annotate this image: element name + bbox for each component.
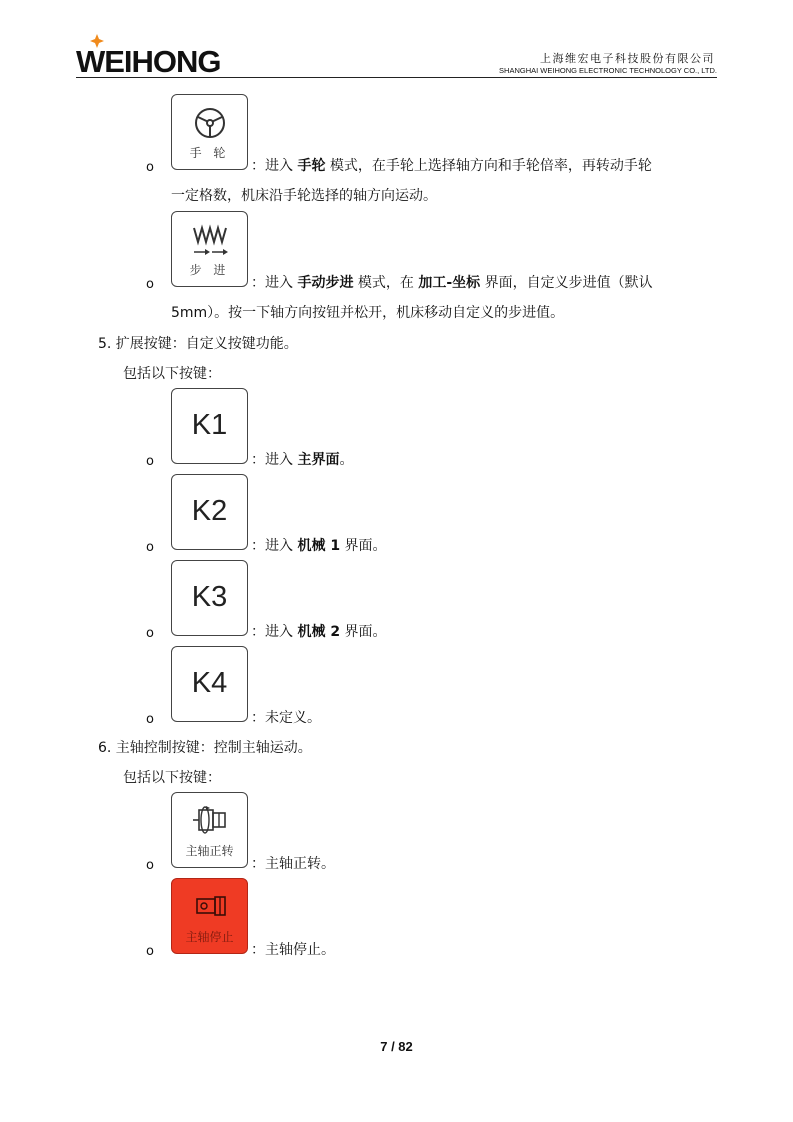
manual-step-description-cont: 5mm）。按一下轴方向按钮并松开，机床移动自定义的步进值。: [171, 305, 565, 321]
spindle-stop-key-caption: 主轴停止: [185, 930, 234, 944]
handwheel-description-cont: 一定格数，机床沿手轮选择的轴方向运动。: [171, 188, 437, 204]
header-divider: [76, 77, 717, 78]
page-number: 7 / 82: [380, 1039, 413, 1054]
section-6-heading: 6. 主轴控制按键：控制主轴运动。: [98, 740, 312, 756]
k1-description: ：进入 主界面。: [251, 452, 354, 468]
k4-key-label: K4: [191, 667, 228, 699]
company-name-en: SHANGHAI WEIHONG ELECTRONIC TECHNOLOGY CO., LTD.: [499, 66, 717, 75]
k4-description: ：未定义。: [251, 710, 321, 726]
section-5-includes: 包括以下按键：: [123, 366, 221, 382]
k3-key-label: K3: [191, 581, 228, 613]
bullet-marker: o: [146, 277, 154, 292]
handwheel-key-caption: 手 轮: [189, 146, 230, 160]
k1-key-label: K1: [191, 409, 228, 441]
spindle-stop-description: ：主轴停止。: [251, 942, 335, 958]
bullet-marker: o: [146, 160, 154, 175]
bullet-marker: o: [146, 626, 154, 641]
k3-key: [171, 560, 248, 636]
spindle-cw-key: [171, 792, 248, 868]
k2-description: ：进入 机械 1 界面。: [251, 538, 387, 554]
handwheel-description: ：进入 手轮 模式，在手轮上选择轴方向和手轮倍率，再转动手轮: [251, 158, 652, 174]
company-logo: [76, 40, 251, 80]
bullet-marker: o: [146, 944, 154, 959]
k1-key: [171, 388, 248, 464]
manual-step-key-caption: 步 进: [189, 263, 230, 277]
k4-key: [171, 646, 248, 722]
bullet-marker: o: [146, 712, 154, 727]
k3-description: ：进入 机械 2 界面。: [251, 624, 387, 640]
section-5-heading: 5. 扩展按键：自定义按键功能。: [98, 336, 298, 352]
manual-step-description: ：进入 手动步进 模式，在 加工-坐标 界面，自定义步进值（默认: [251, 275, 653, 291]
bullet-marker: o: [146, 540, 154, 555]
logo-text: WEIHONG: [76, 44, 221, 79]
bullet-marker: o: [146, 454, 154, 469]
bullet-marker: o: [146, 858, 154, 873]
spindle-cw-key-caption: 主轴正转: [185, 844, 234, 858]
company-name-cn: 上海维宏电子科技股份有限公司: [540, 52, 715, 65]
spindle-stop-key: [171, 878, 248, 954]
k2-key: [171, 474, 248, 550]
k2-key-label: K2: [191, 495, 228, 527]
section-6-includes: 包括以下按键：: [123, 770, 221, 786]
manual-step-key: [171, 211, 248, 287]
spindle-cw-description: ：主轴正转。: [251, 856, 335, 872]
handwheel-key: [171, 94, 248, 170]
